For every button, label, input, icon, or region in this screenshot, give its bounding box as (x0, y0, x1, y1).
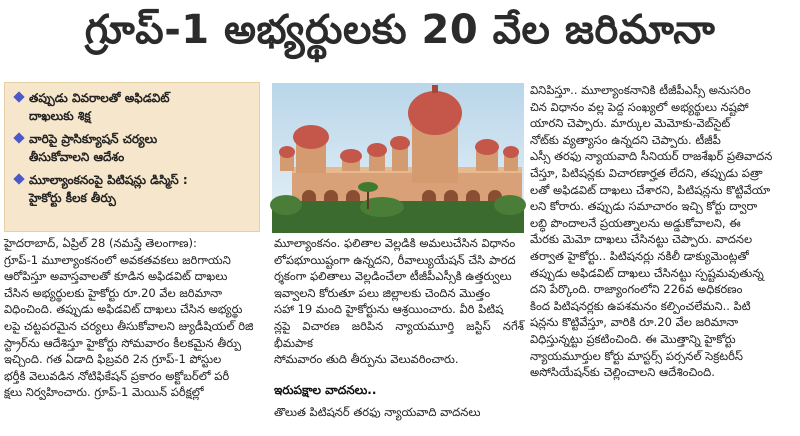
article-column-1: హైదరాబాద్, ఏప్రిల్ 28 (నమస్తే తెలంగాణ): గ్రూప్-1 మూల్యాంకనంలో అవకతవకలు జరిగాయని ఆరోపిస్తూ అవాస్తవాలతో కూడిన అఫిడవిట్ దాఖలు చేసిన అభ్యర్థులకు హైకోర్టు రూ.20 వేల జరిమానా విధించింది. తప్పుడు అఫిడవిట్ దాఖలు చేసిన అభ్యర్థు లపై చట్టపరమైన చర్యలు తీసుకోవాలని జ్యుడీషియల్ రిజి స్ట్రార్‌ను ఆదేశిస్తూ హైకోర్టు సోమవారం కీలకమైన తీర్పు ఇచ్చింది. గత ఏడాది ఫిబ్రవరి 2న గ్రూప్-1 పోస్టుల భర్తీకి వెలువడిన నోటిఫికేషన్ ప్రకారం అక్టోబర్‌లో పరీ క్షలు నిర్వహించారు. గ్రూప్-1 మెయిన్ పరీక్షల్లో (4, 236, 254, 400)
highlight-item (13, 171, 253, 207)
diamond-bullet-icon (13, 132, 24, 143)
article-column-2-continued: తొలుత పిటిషనర్ తరఫు న్యాయవాది వాదనలు (274, 405, 481, 419)
article-column-3: వినిపిస్తూ.. మూల్యాంకనానికి టీజీపీఎస్సీ అనుసరిం చిన విధానం వల్ల పెద్ద సంఖ్యలో అభ్యర్థులు నష్టపో యారని చెప్పారు. మార్కుల మెమోకు-వెబ్‌సైట్ నోట్‌కు వ్యత్యాసం ఉన్నదని చెప్పారు. టీజీపీ ఎస్సీ తరఫు న్యాయవాది సీనియర్ రాజశేఖర్ ప్రతివాదన చేస్తూ, పిటిషన్లకు విచారణార్హత లేదని, తప్పుడు పత్రా లతో అఫిడవిట్ దాఖలు చేశారని, పిటిషన్లను కొట్టివేయా లని కోరారు. తప్పుడు సమాచారం ఇచ్చి కోర్టు ద్వారా లబ్ధి పొందాలనే ప్రయత్నాలను అడ్డుకోవాలని, ఈ మేరకు మెమో దాఖలు చేసినట్టు చెప్పారు. వాదనల తర్వాత హైకోర్టు.. పిటిషనర్లు నకిలీ డాక్యుమెంట్లతో తప్పుడు అఫిడవిట్ దాఖలు చేసినట్టు స్పష్టమవుతున్న దని పేర్కొంది. రాజ్యాంగంలోని 226వ అధికరణం కింద పిటిషనర్లకు ఉపశమనం కల్పించలేమని.. పిటి షన్లను కొట్టివేస్తూ, వారికి రూ.20 వేల జరిమానా విధిస్తున్నట్టు ప్రకటించింది. ఈ మొత్తాన్ని హైకోర్టు న్యాయమూర్తుల కోర్టు మాస్టర్స్ పర్సనల్ సెక్రటరీస్ అసోసియేషన్‌కు చెల్లించాలని ఆదేశించింది. (530, 83, 773, 380)
highlights-box (4, 82, 260, 232)
highlight-text: వారిపై ప్రాసిక్యూషన్ చర్యలు తీసుకోవాలని ఆదేశం (29, 132, 158, 164)
headline: గ్రూప్-1 అభ్యర్థులకు 20 వేల జరిమానా (84, 7, 716, 53)
highlight-item (13, 130, 253, 166)
high-court-building-illustration (272, 83, 524, 233)
diamond-bullet-icon (13, 173, 24, 184)
highlight-text: మూల్యాంకనంపై పిటిషన్లు డిస్మిస్ : హైకోర్టు కీలక తీర్పు (29, 173, 188, 205)
highlight-item (13, 89, 253, 125)
diamond-bullet-icon (13, 91, 24, 102)
high-court-photo (272, 83, 524, 233)
article-column-2: మూల్యాంకనం. ఫలితాల వెల్లడికి అమలుచేసిన విధానం లోపభూయిష్టంగా ఉన్నదని, రీవాల్యుయేషన్ చేసి పారద ర్శకంగా ఫలితాలు వెల్లడించేలా టీజీపీఎస్సీకి ఉత్తర్వులు ఇవ్వాలని కోరుతూ పలు జిల్లాలకు చెందిన మొత్తం సహా 19 మంది హైకోర్టును ఆశ్రయించారు. వీరి పిటిష న్లపై విచారణ జరిపిన న్యాయమూర్తి జస్టిస్ నగేశ్ భీమపాక సోమవారం తుది తీర్పును వెలువరించారు. (274, 236, 524, 367)
highlight-text: తప్పుడు వివరాలతో అఫిడవిట్ దాఖలుకు శిక్ష (29, 91, 170, 123)
article-subheading: ఇరుపక్షాల వాదనలు.. (274, 383, 377, 397)
